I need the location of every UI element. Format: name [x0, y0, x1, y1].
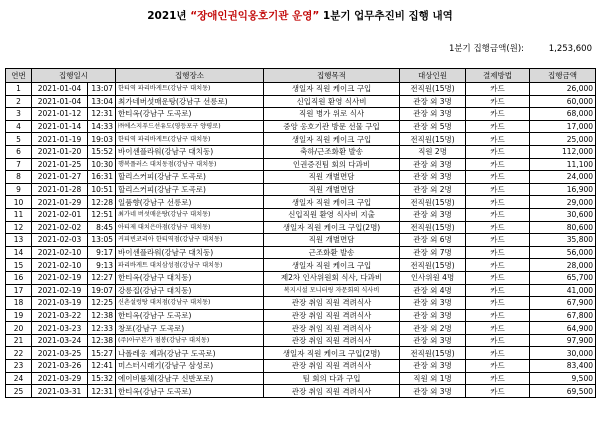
- cell-purpose: 신입직원 환영 식사비 지출: [264, 208, 400, 221]
- cell-no: 15: [6, 259, 32, 272]
- cell-no: 16: [6, 271, 32, 284]
- cell-time: 16:31: [88, 171, 116, 184]
- table-row: [6, 120, 596, 133]
- cell-purpose: 생일자 직원 케이크 구입(2명): [264, 347, 400, 360]
- cell-amount: 17,000: [530, 120, 596, 133]
- cell-target: 관장 외 2명: [400, 183, 466, 196]
- cell-purpose: 신입직원 환영 식사비: [264, 95, 400, 108]
- cell-amount: 64,900: [530, 322, 596, 335]
- expense-table: [5, 68, 596, 398]
- table-row: [6, 334, 596, 347]
- cell-time: 13:05: [88, 234, 116, 247]
- table-row: [6, 284, 596, 297]
- cell-time: 12:31: [88, 108, 116, 121]
- cell-purpose: 관장 취임 직원 격려식사: [264, 297, 400, 310]
- cell-no: 12: [6, 221, 32, 234]
- summary-label: 1분기 집행금액(원):: [448, 44, 525, 54]
- table-row: [6, 145, 596, 158]
- cell-place: 아티제 대치은마점(강남구 대치동): [116, 221, 264, 234]
- cell-place: 할리스커피(강남구 도곡로): [116, 171, 264, 184]
- table-row: [6, 372, 596, 385]
- cell-method: 카드: [466, 171, 530, 184]
- cell-date: 2021-03-31: [32, 385, 88, 398]
- cell-place: 한티옥(강남구 도곡로): [116, 385, 264, 398]
- cell-method: 카드: [466, 385, 530, 398]
- table-row: [6, 221, 596, 234]
- cell-method: 카드: [466, 108, 530, 121]
- cell-place: 한티옥(강남구 대치동): [116, 271, 264, 284]
- cell-target: 관장 외 3명: [400, 108, 466, 121]
- cell-method: 카드: [466, 221, 530, 234]
- cell-time: 15:27: [88, 347, 116, 360]
- cell-purpose: 관장 취임 직원 격려식사: [264, 334, 400, 347]
- cell-date: 2021-01-12: [32, 108, 88, 121]
- cell-target: 인사위원 4명: [400, 271, 466, 284]
- cell-purpose: 생일자 직원 케이크 구입: [264, 133, 400, 146]
- cell-purpose: 직원 병가 위로 식사: [264, 108, 400, 121]
- cell-method: 카드: [466, 347, 530, 360]
- cell-method: 카드: [466, 259, 530, 272]
- cell-purpose: 중앙 옹호기관 방문 선물 구입: [264, 120, 400, 133]
- cell-no: 17: [6, 284, 32, 297]
- col-header-no: 연번: [6, 69, 32, 83]
- cell-purpose: 인권증진팀 회의 다과비: [264, 158, 400, 171]
- cell-time: 12:27: [88, 271, 116, 284]
- cell-target: 관장 외 7명: [400, 246, 466, 259]
- cell-no: 8: [6, 171, 32, 184]
- cell-date: 2021-01-27: [32, 171, 88, 184]
- col-header-target: 대상인원: [400, 69, 466, 83]
- cell-method: 카드: [466, 246, 530, 259]
- table-body: [6, 83, 596, 398]
- cell-time: 15:52: [88, 145, 116, 158]
- cell-place: 커피빈코리아 한티역점(강남구 대치동): [116, 234, 264, 247]
- table-row: [6, 246, 596, 259]
- cell-method: 카드: [466, 158, 530, 171]
- cell-place: 창포(강남구 도곡로): [116, 322, 264, 335]
- cell-time: 13:07: [88, 83, 116, 96]
- cell-amount: 24,000: [530, 171, 596, 184]
- cell-amount: 30,600: [530, 208, 596, 221]
- cell-no: 6: [6, 145, 32, 158]
- cell-time: 12:51: [88, 208, 116, 221]
- cell-target: 전직원(15명): [400, 259, 466, 272]
- cell-amount: 97,900: [530, 334, 596, 347]
- cell-time: 15:32: [88, 372, 116, 385]
- cell-no: 20: [6, 322, 32, 335]
- cell-amount: 29,000: [530, 196, 596, 209]
- cell-target: 전직원(15명): [400, 221, 466, 234]
- cell-no: 9: [6, 183, 32, 196]
- cell-target: 관장 외 3명: [400, 158, 466, 171]
- cell-target: 관장 외 3명: [400, 171, 466, 184]
- table-row: [6, 158, 596, 171]
- summary-amount: 1,253,600: [548, 44, 592, 54]
- cell-amount: 69,500: [530, 385, 596, 398]
- table-row: [6, 83, 596, 96]
- cell-no: 14: [6, 246, 32, 259]
- cell-date: 2021-03-29: [32, 372, 88, 385]
- cell-target: 관장 외 3명: [400, 385, 466, 398]
- cell-date: 2021-03-24: [32, 334, 88, 347]
- cell-no: 18: [6, 297, 32, 310]
- cell-purpose: 직원 개별면담: [264, 183, 400, 196]
- cell-time: 13:04: [88, 95, 116, 108]
- col-header-datetime: 집행일시: [32, 69, 116, 83]
- cell-no: 22: [6, 347, 32, 360]
- table-row: [6, 133, 596, 146]
- cell-no: 10: [6, 196, 32, 209]
- cell-purpose: 직원 개별면담: [264, 171, 400, 184]
- cell-method: 카드: [466, 322, 530, 335]
- cell-date: 2021-01-14: [32, 120, 88, 133]
- table-row: [6, 271, 596, 284]
- cell-date: 2021-01-04: [32, 95, 88, 108]
- cell-target: 관장 외 3명: [400, 309, 466, 322]
- cell-purpose: 생일자 직원 케이크 구입: [264, 83, 400, 96]
- cell-amount: 11,100: [530, 158, 596, 171]
- cell-amount: 9,500: [530, 372, 596, 385]
- cell-no: 4: [6, 120, 32, 133]
- cell-target: 전직원(15명): [400, 196, 466, 209]
- col-header-place: 집행장소: [116, 69, 264, 83]
- cell-time: 8:45: [88, 221, 116, 234]
- table-row: [6, 360, 596, 373]
- cell-place: 일품향(강남구 선릉로): [116, 196, 264, 209]
- cell-target: 관장 외 3명: [400, 297, 466, 310]
- cell-purpose: 생일자 직원 케이크 구입: [264, 259, 400, 272]
- cell-no: 2: [6, 95, 32, 108]
- cell-no: 21: [6, 334, 32, 347]
- cell-time: 12:38: [88, 334, 116, 347]
- cell-place: 에이비룸체(강남구 신반포로): [116, 372, 264, 385]
- cell-place: ㈜에스지푸드선유도(영등포구 양평로): [116, 120, 264, 133]
- cell-amount: 83,400: [530, 360, 596, 373]
- cell-no: 24: [6, 372, 32, 385]
- cell-amount: 41,000: [530, 284, 596, 297]
- cell-amount: 30,000: [530, 347, 596, 360]
- cell-place: 나폴레옹 제과(강남구 도곡로): [116, 347, 264, 360]
- table-row: [6, 385, 596, 398]
- cell-no: 13: [6, 234, 32, 247]
- cell-place: 한티옥(강남구 도곡로): [116, 309, 264, 322]
- cell-purpose: 생일자 직원 케이크 구입(2명): [264, 221, 400, 234]
- col-header-method: 결제방법: [466, 69, 530, 83]
- cell-place: 한티옥(강남구 도곡로): [116, 108, 264, 121]
- cell-method: 카드: [466, 334, 530, 347]
- cell-time: 12:31: [88, 385, 116, 398]
- cell-target: 관장 외 6명: [400, 234, 466, 247]
- cell-place: 행복플러스 대치동점(강남구 대치동): [116, 158, 264, 171]
- cell-amount: 16,900: [530, 183, 596, 196]
- cell-purpose: 관장 취임 직원 격려식사: [264, 385, 400, 398]
- cell-date: 2021-01-19: [32, 133, 88, 146]
- cell-purpose: 제2차 인사위원회 식사, 다과비: [264, 271, 400, 284]
- cell-time: 12:38: [88, 309, 116, 322]
- cell-place: 최가네 버섯매운탕(강남구 대치동): [116, 208, 264, 221]
- cell-date: 2021-03-25: [32, 347, 88, 360]
- cell-date: 2021-02-10: [32, 259, 88, 272]
- cell-date: 2021-01-28: [32, 183, 88, 196]
- cell-target: 관장 외 3명: [400, 360, 466, 373]
- cell-date: 2021-03-26: [32, 360, 88, 373]
- table-row: [6, 309, 596, 322]
- cell-date: 2021-02-19: [32, 271, 88, 284]
- cell-time: 9:13: [88, 259, 116, 272]
- cell-purpose: 관장 취임 직원 격려식사: [264, 309, 400, 322]
- cell-no: 11: [6, 208, 32, 221]
- cell-target: 관장 외 3명: [400, 334, 466, 347]
- cell-method: 카드: [466, 360, 530, 373]
- cell-target: 전직원(15명): [400, 83, 466, 96]
- cell-time: 19:07: [88, 284, 116, 297]
- page-title: [0, 8, 600, 23]
- cell-date: 2021-02-19: [32, 284, 88, 297]
- cell-time: 9:17: [88, 246, 116, 259]
- cell-target: 관장 외 3명: [400, 208, 466, 221]
- title-rest: 1분기 업무추진비 집행 내역: [322, 10, 453, 22]
- cell-date: 2021-02-10: [32, 246, 88, 259]
- cell-time: 12:33: [88, 322, 116, 335]
- table-row: [6, 171, 596, 184]
- cell-method: 카드: [466, 145, 530, 158]
- cell-place: 신촌설렁탕 대치점(강남구 대치동): [116, 297, 264, 310]
- cell-target: 관장 외 3명: [400, 95, 466, 108]
- cell-place: (주)아구본가 점봉(강남구 대치동): [116, 334, 264, 347]
- cell-target: 관장 외 5명: [400, 120, 466, 133]
- cell-amount: 35,800: [530, 234, 596, 247]
- cell-amount: 80,600: [530, 221, 596, 234]
- cell-no: 5: [6, 133, 32, 146]
- table-row: [6, 259, 596, 272]
- cell-no: 23: [6, 360, 32, 373]
- cell-method: 카드: [466, 83, 530, 96]
- cell-place: 파리바게트 대치삼성점(강남구 대치동): [116, 259, 264, 272]
- cell-place: 최가네버섯매운탕(강남구 선릉로): [116, 95, 264, 108]
- table-row: [6, 183, 596, 196]
- cell-place: 바이센플라워(강남구 대치동): [116, 246, 264, 259]
- cell-target: 전직원(15명): [400, 347, 466, 360]
- cell-place: 한티역 파리바게트(강남구 대치동): [116, 133, 264, 146]
- table-row: [6, 297, 596, 310]
- cell-amount: 28,000: [530, 259, 596, 272]
- cell-purpose: 직원 개별면담: [264, 234, 400, 247]
- cell-purpose: 팀 회의 다과 구입: [264, 372, 400, 385]
- cell-target: 직원 2명: [400, 145, 466, 158]
- cell-amount: 68,000: [530, 108, 596, 121]
- cell-amount: 67,800: [530, 309, 596, 322]
- cell-method: 카드: [466, 297, 530, 310]
- title-year: 2021년: [147, 10, 187, 22]
- cell-time: 19:03: [88, 133, 116, 146]
- table-row: [6, 208, 596, 221]
- cell-date: 2021-01-25: [32, 158, 88, 171]
- cell-method: 카드: [466, 95, 530, 108]
- table-row: [6, 347, 596, 360]
- cell-time: 14:33: [88, 120, 116, 133]
- cell-no: 19: [6, 309, 32, 322]
- table-row: [6, 108, 596, 121]
- cell-date: 2021-02-01: [32, 208, 88, 221]
- cell-target: 관장 외 4명: [400, 284, 466, 297]
- cell-target: 관장 외 2명: [400, 322, 466, 335]
- table-row: [6, 234, 596, 247]
- cell-method: 카드: [466, 208, 530, 221]
- cell-date: 2021-01-04: [32, 83, 88, 96]
- cell-no: 7: [6, 158, 32, 171]
- cell-amount: 25,000: [530, 133, 596, 146]
- cell-time: 12:28: [88, 196, 116, 209]
- cell-method: 카드: [466, 234, 530, 247]
- cell-date: 2021-03-22: [32, 309, 88, 322]
- cell-date: 2021-02-02: [32, 221, 88, 234]
- summary: [449, 42, 592, 54]
- table-row: [6, 95, 596, 108]
- cell-target: 직원 외 1명: [400, 372, 466, 385]
- cell-purpose: 복지시설 모니터링 자문회의 식사비: [264, 284, 400, 297]
- cell-purpose: 관장 취임 직원 격려식사: [264, 360, 400, 373]
- cell-time: 10:30: [88, 158, 116, 171]
- cell-no: 25: [6, 385, 32, 398]
- cell-amount: 65,700: [530, 271, 596, 284]
- cell-time: 12:25: [88, 297, 116, 310]
- cell-method: 카드: [466, 133, 530, 146]
- title-highlight: “장애인권익옹호기관 운영”: [190, 10, 320, 22]
- cell-purpose: 축하/근조화환 발송: [264, 145, 400, 158]
- cell-method: 카드: [466, 271, 530, 284]
- cell-place: 바이센플라워(강남구 대치동): [116, 145, 264, 158]
- cell-purpose: 생일자 직원 케이크 구입: [264, 196, 400, 209]
- cell-place: 강릉집(강남구 대치동): [116, 284, 264, 297]
- cell-amount: 112,000: [530, 145, 596, 158]
- cell-no: 1: [6, 83, 32, 96]
- cell-place: 미스터시래기(강남구 삼성로): [116, 360, 264, 373]
- cell-method: 카드: [466, 196, 530, 209]
- cell-time: 12:41: [88, 360, 116, 373]
- cell-method: 카드: [466, 183, 530, 196]
- cell-amount: 26,000: [530, 83, 596, 96]
- cell-amount: 60,000: [530, 95, 596, 108]
- col-header-purpose: 집행목적: [264, 69, 400, 83]
- cell-date: 2021-02-03: [32, 234, 88, 247]
- cell-date: 2021-03-23: [32, 322, 88, 335]
- cell-time: 10:51: [88, 183, 116, 196]
- cell-place: 한티역 파리바게트(강남구 대치동): [116, 83, 264, 96]
- cell-method: 카드: [466, 372, 530, 385]
- col-header-amount: 집행금액: [530, 69, 596, 83]
- table-row: [6, 322, 596, 335]
- cell-no: 3: [6, 108, 32, 121]
- cell-amount: 56,000: [530, 246, 596, 259]
- cell-target: 전직원(15명): [400, 133, 466, 146]
- table-row: [6, 196, 596, 209]
- cell-place: 할리스커피(강남구 도곡로): [116, 183, 264, 196]
- cell-method: 카드: [466, 309, 530, 322]
- cell-method: 카드: [466, 120, 530, 133]
- cell-purpose: 근조화환 발송: [264, 246, 400, 259]
- cell-purpose: 관장 취임 직원 격려식사: [264, 322, 400, 335]
- table-header-row: [6, 69, 596, 83]
- cell-method: 카드: [466, 284, 530, 297]
- cell-date: 2021-01-20: [32, 145, 88, 158]
- cell-date: 2021-01-29: [32, 196, 88, 209]
- cell-amount: 67,900: [530, 297, 596, 310]
- cell-date: 2021-03-19: [32, 297, 88, 310]
